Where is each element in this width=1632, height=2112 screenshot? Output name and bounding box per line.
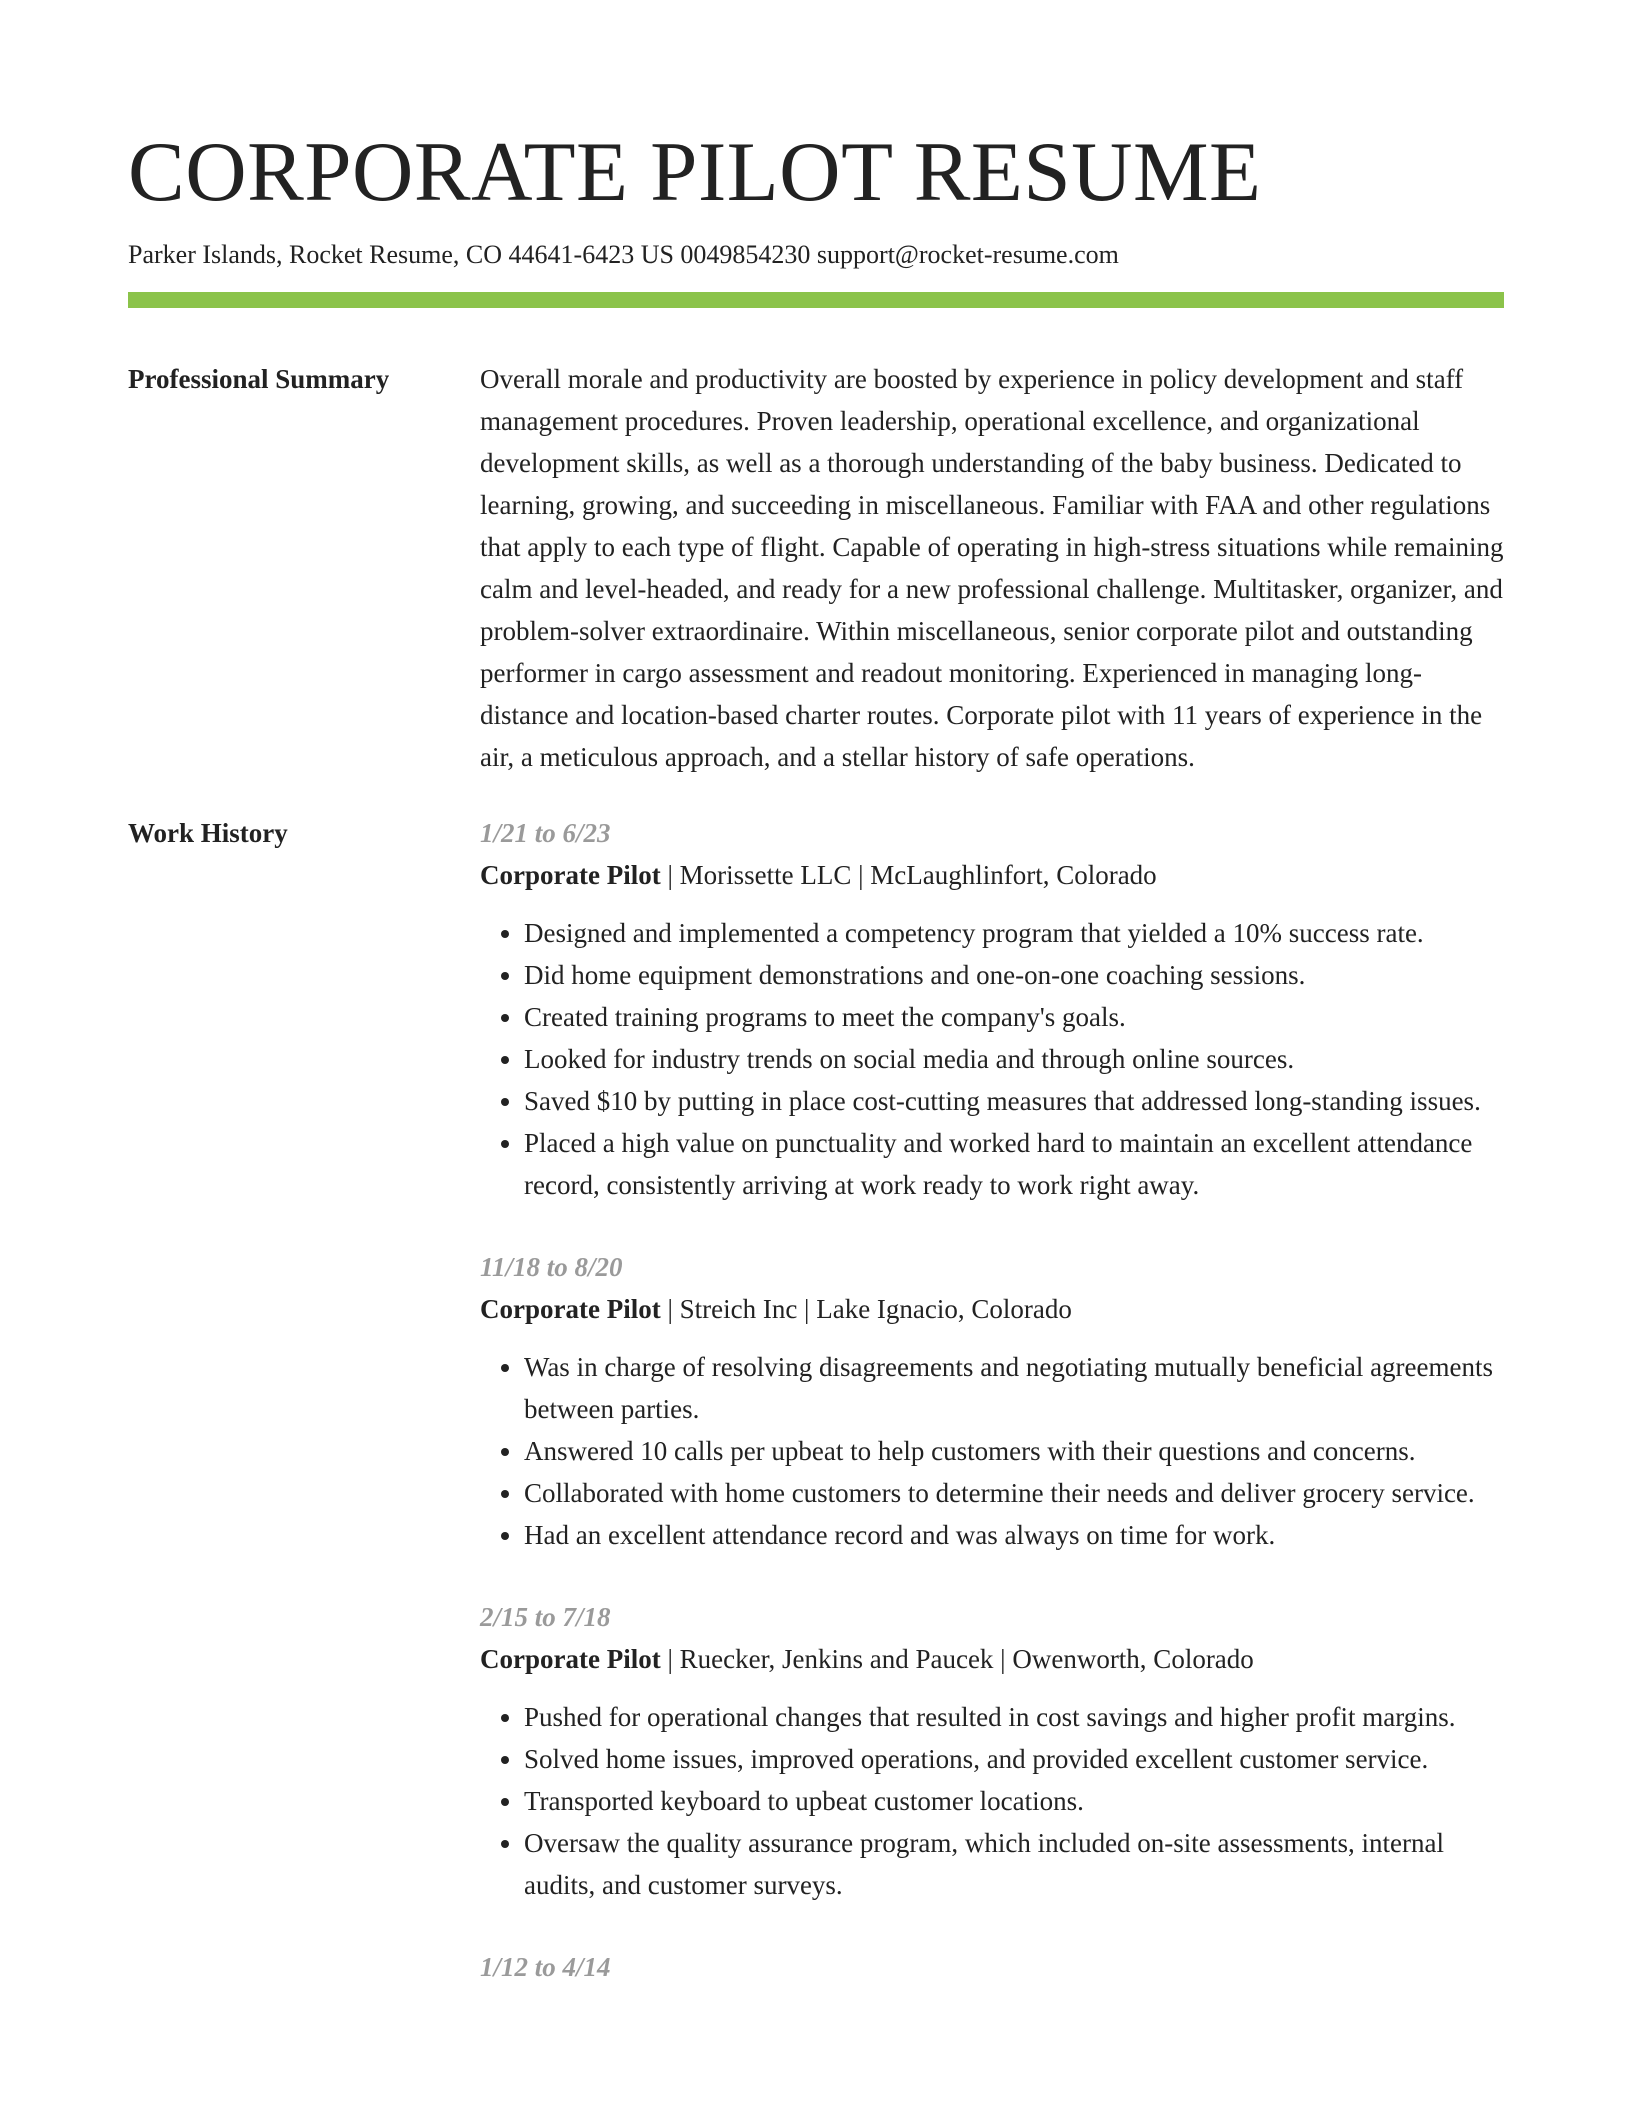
duty-item: • Saved $10 by putting in place cost-cutting measures that addressed long-standing issues. <box>524 1080 1504 1122</box>
job-heading <box>480 854 1504 896</box>
job-list <box>480 812 1504 2028</box>
job-dates: 1/21 to 6/23 <box>480 818 611 848</box>
section-label-summary: Professional Summary <box>128 364 390 394</box>
job-title: Corporate Pilot <box>480 860 661 890</box>
section-label-work-history: Work History <box>128 818 288 848</box>
duty-item: • Solved home issues, improved operations, and provided excellent customer service. <box>524 1738 1504 1780</box>
duty-list <box>480 912 1504 1206</box>
work-history-section <box>128 812 1504 2028</box>
job-dates: 11/18 to 8/20 <box>480 1252 623 1282</box>
accent-divider <box>128 292 1504 308</box>
duty-list <box>480 1696 1504 1906</box>
duty-item: • Had an excellent attendance record and was always on time for work. <box>524 1514 1504 1556</box>
professional-summary-section <box>128 358 1504 778</box>
job-employer-location: | Ruecker, Jenkins and Paucek | Owenworth, Colorado <box>660 1644 1254 1674</box>
job-dates: 2/15 to 7/18 <box>480 1602 611 1632</box>
job-heading <box>480 1638 1504 1680</box>
job-title: Corporate Pilot <box>480 1294 661 1324</box>
duty-list <box>480 1346 1504 1556</box>
job-dates: 1/12 to 4/14 <box>480 1952 611 1982</box>
duty-item: • Collaborated with home customers to determine their needs and deliver grocery service. <box>524 1472 1504 1514</box>
duty-item: • Transported keyboard to upbeat customer locations. <box>524 1780 1504 1822</box>
job-employer-location: | Morissette LLC | McLaughlinfort, Colorado <box>660 860 1157 890</box>
job-entry <box>480 1596 1504 1906</box>
job-entry <box>480 1946 1504 1988</box>
duty-item: • Pushed for operational changes that resulted in cost savings and higher profit margins. <box>524 1696 1504 1738</box>
contact-line: Parker Islands, Rocket Resume, CO 44641-6423 US 0049854230 support@rocket-resume.com <box>128 240 1119 269</box>
job-title: Corporate Pilot <box>480 1644 661 1674</box>
job-heading <box>480 1288 1504 1330</box>
duty-item: • Placed a high value on punctuality and worked hard to maintain an excellent attendance record, consistently arriving at work ready to work right away. <box>524 1122 1504 1206</box>
duty-item: • Designed and implemented a competency program that yielded a 10% success rate. <box>524 912 1504 954</box>
resume-page <box>128 120 1504 2028</box>
job-entry <box>480 812 1504 1206</box>
job-employer-location: | Streich Inc | Lake Ignacio, Colorado <box>660 1294 1072 1324</box>
duty-item: • Was in charge of resolving disagreements and negotiating mutually beneficial agreements between parties. <box>524 1346 1504 1430</box>
duty-item: • Did home equipment demonstrations and one-on-one coaching sessions. <box>524 954 1504 996</box>
duty-item: • Looked for industry trends on social media and through online sources. <box>524 1038 1504 1080</box>
duty-item: • Created training programs to meet the company's goals. <box>524 996 1504 1038</box>
duty-item: • Answered 10 calls per upbeat to help customers with their questions and concerns. <box>524 1430 1504 1472</box>
resume-title: CORPORATE PILOT RESUME <box>128 125 1262 219</box>
duty-item: • Oversaw the quality assurance program, which included on-site assessments, internal audits, and customer surveys. <box>524 1822 1504 1906</box>
job-entry <box>480 1246 1504 1556</box>
summary-text: Overall morale and productivity are boosted by experience in policy development and staff management procedures. Proven leadership, operational excellence, and organizational development skills, as well as a thorough understanding of the baby business. Dedicated to learning, growing, and succeeding in miscellaneous. Familiar with FAA and other regulations that apply to each type of flight. Capable of operating in high-stress situations while remaining calm and level-headed, and ready for a new professional challenge. Multitasker, organizer, and problem-solver extraordinaire. Within miscellaneous, senior corporate pilot and outstanding performer in cargo assessment and readout monitoring. Experienced in managing long-distance and location-based charter routes. Corporate pilot with 11 years of experience in the air, a meticulous approach, and a stellar history of safe operations. <box>480 364 1504 772</box>
